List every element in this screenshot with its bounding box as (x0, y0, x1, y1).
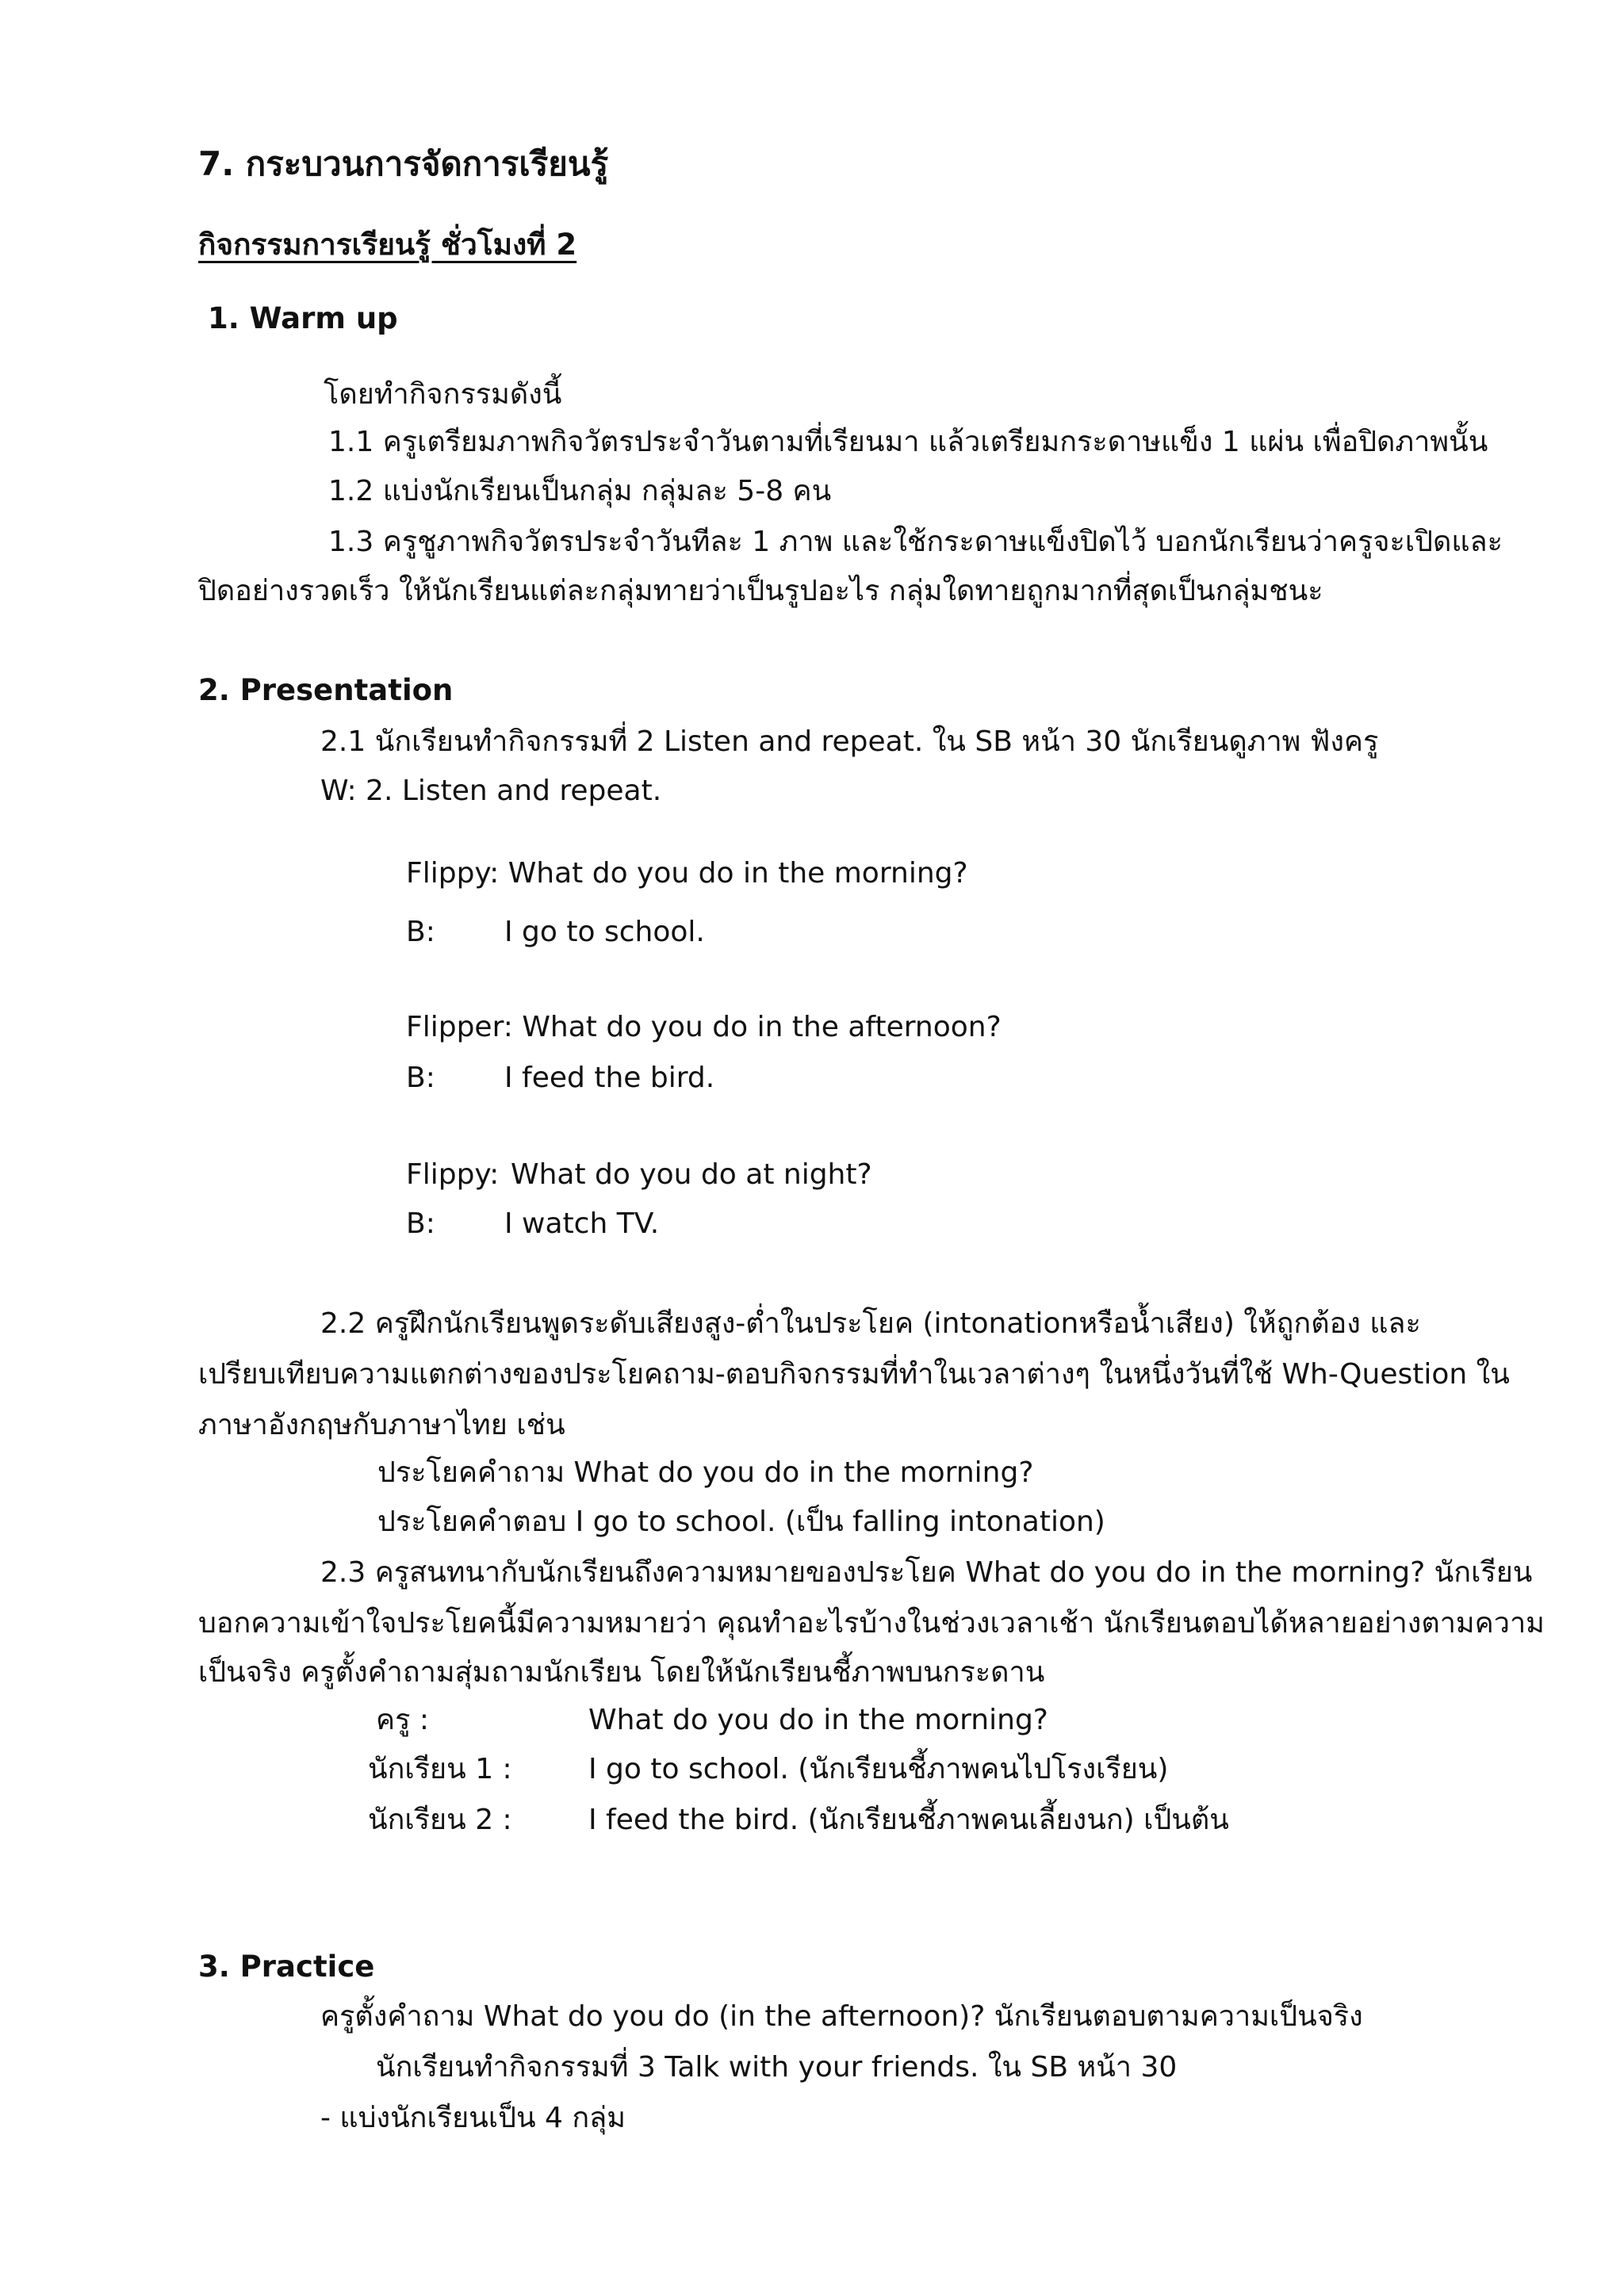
warmup-step-1-3-line2: ปิดอย่างรวดเร็ว ให้นักเรียนแต่ละกลุ่มทายว่าเป็นรูปอะไร กลุ่มใดทายถูกมากที่สุดเป็นกลุ่มชนะ (198, 575, 1323, 607)
dialogue-speaker: B: (406, 916, 435, 948)
dialogue-text: I watch TV. (504, 1207, 660, 1240)
dialogue-speaker: Flippy: (406, 857, 500, 890)
dialogue-line (406, 1158, 872, 1191)
dialogue-text: I feed the bird. (504, 1062, 715, 1094)
exchange-speaker: นักเรียน 1 : (368, 1753, 512, 1785)
section-subtitle: กิจกรรมการเรียนรู้ ชั่วโมงที่ 2 (198, 228, 577, 262)
dialogue-text: What do you do in the morning? (508, 857, 968, 890)
warmup-step-1-1: 1.1 ครูเตรียมภาพกิจวัตรประจำวันตามที่เรียนมา แล้วเตรียมกระดาษแข็ง 1 แผ่น เพื่อปิดภาพนั้น (328, 426, 1488, 458)
dialogue-text: What do you do in the afternoon? (522, 1011, 1002, 1043)
presentation-step-2-2-line1: 2.2 ครูฝึกนักเรียนพูดระดับเสียงสูง-ต่ำในประโยค (intonationหรือน้ำเสียง) ให้ถูกต้อง และ (320, 1307, 1421, 1340)
practice-line-3: - แบ่งนักเรียนเป็น 4 กลุ่ม (320, 2102, 626, 2134)
practice-line-1: ครูตั้งคำถาม What do you do (in the afternoon)? นักเรียนตอบตามความเป็นจริง (320, 2000, 1363, 2033)
dialogue-speaker: Flipper: (406, 1011, 513, 1043)
presentation-step-2-2-line2: เปรียบเทียบความแตกต่างของประโยคถาม-ตอบกิจกรรมที่ทำในเวลาต่างๆ ในหนึ่งวันที่ใช้ Wh-Question ใน (198, 1358, 1510, 1391)
exchange-text: I go to school. (นักเรียนชี้ภาพคนไปโรงเรียน) (588, 1753, 1169, 1785)
presentation-w-line: W: 2. Listen and repeat. (320, 775, 662, 807)
example-question: ประโยคคำถาม What do you do in the morning? (377, 1456, 1034, 1489)
dialogue-line (406, 918, 705, 947)
dialogue-line (406, 859, 968, 888)
example-answer: ประโยคคำตอบ I go to school. (เป็น falling intonation) (377, 1506, 1105, 1538)
warmup-intro: โดยทำกิจกรรมดังนี้ (324, 378, 562, 411)
practice-line-2: นักเรียนทำกิจกรรมที่ 3 Talk with your friends. ใน SB หน้า 30 (376, 2051, 1178, 2084)
exchange-text: What do you do in the morning? (588, 1704, 1048, 1736)
presentation-step-2-3-line1: 2.3 ครูสนทนากับนักเรียนถึงความหมายของประโยค What do you do in the morning? นักเรียน (320, 1556, 1533, 1589)
warmup-step-1-2: 1.2 แบ่งนักเรียนเป็นกลุ่ม กลุ่มละ 5-8 คน (328, 475, 832, 507)
warmup-heading: 1. Warm up (208, 301, 398, 335)
page-title: 7. กระบวนการจัดการเรียนรู้ (198, 144, 609, 183)
dialogue-text: What do you do at night? (511, 1158, 872, 1191)
exchange-speaker: ครู : (376, 1704, 429, 1736)
warmup-step-1-3-line1: 1.3 ครูชูภาพกิจวัตรประจำวันทีละ 1 ภาพ และใช้กระดาษแข็งปิดไว้ บอกนักเรียนว่าครูจะเปิดและ (328, 526, 1503, 558)
exchange-speaker: นักเรียน 2 : (368, 1804, 512, 1836)
presentation-step-2-3-line3: เป็นจริง ครูตั้งคำถามสุ่มถามนักเรียน โดยให้นักเรียนชี้ภาพบนกระดาน (198, 1656, 1045, 1689)
dialogue-speaker: B: (406, 1062, 435, 1094)
dialogue-speaker: Flippy: (406, 1158, 500, 1191)
dialogue-line (406, 1064, 714, 1093)
presentation-step-2-3-line2: บอกความเข้าใจประโยคนี้มีความหมายว่า คุณทำอะไรบ้างในช่วงเวลาเช้า นักเรียนตอบได้หลายอย่างตามความ (198, 1607, 1545, 1640)
dialogue-text: I go to school. (504, 916, 705, 948)
dialogue-line (406, 1207, 660, 1240)
exchange-text: I feed the bird. (นักเรียนชี้ภาพคนเลี้ยงนก) เป็นต้น (588, 1804, 1229, 1836)
presentation-heading: 2. Presentation (198, 673, 454, 707)
dialogue-line (406, 1013, 1002, 1042)
dialogue-speaker: B: (406, 1207, 435, 1240)
presentation-step-2-1: 2.1 นักเรียนทำกิจกรรมที่ 2 Listen and repeat. ใน SB หน้า 30 นักเรียนดูภาพ ฟังครู (320, 725, 1379, 758)
practice-heading: 3. Practice (198, 1950, 375, 1984)
presentation-step-2-2-line3: ภาษาอังกฤษกับภาษาไทย เช่น (198, 1409, 565, 1441)
